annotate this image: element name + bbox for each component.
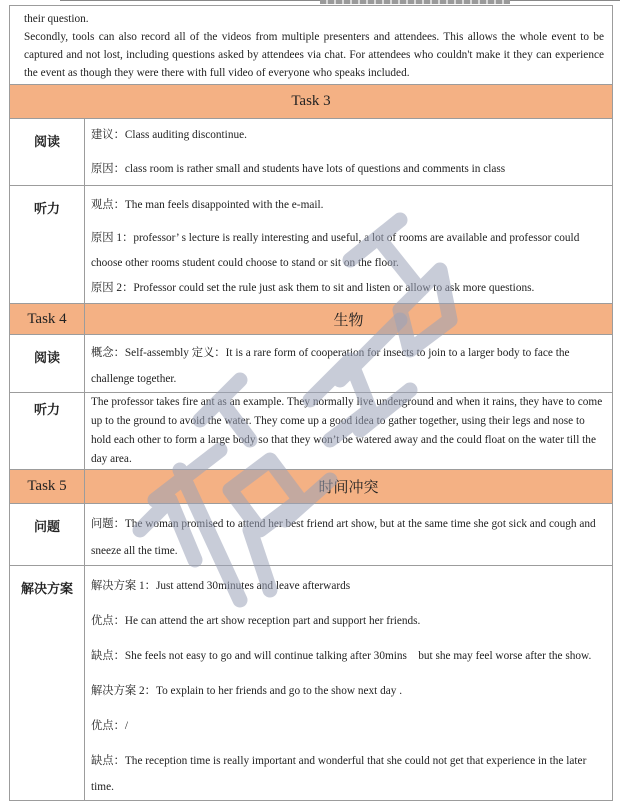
task5-solution-line-1: 解决方案 1：Just attend 30minutes and leave afterwards xyxy=(91,580,351,592)
task3-listening-row xyxy=(10,186,613,304)
task3-header: Task 3 xyxy=(10,85,613,119)
task4-reading-content xyxy=(85,335,613,393)
task3-reading-row xyxy=(10,119,613,186)
task3-listening-line-3: 原因 2：Professor could set the rule just ask them to sit and listen or allow to ask more questions. xyxy=(91,282,535,294)
task4-title: 生物 xyxy=(85,304,613,335)
task3-reading-line-2: 原因：class room is rather small and students have lots of questions and comments in class xyxy=(91,163,506,175)
intro-cell xyxy=(10,6,613,85)
task3-listening-label: 听力 xyxy=(10,186,85,304)
task4-listening-label: 听力 xyxy=(10,393,85,470)
task5-problem-content xyxy=(85,504,613,566)
task4-listening-row xyxy=(10,393,613,470)
task5-solution-label: 解决方案 xyxy=(10,566,85,801)
task5-solution-line-5: 优点：/ xyxy=(91,720,129,732)
task5-problem-line-1: 问题：The woman promised to attend her best friend art show, but at the same time she got sick and cough and sneeze all the time. xyxy=(91,518,596,557)
task5-solution-line-2: 优点：He can attend the art show reception part and support her friends. xyxy=(91,615,421,627)
task5-label: Task 5 xyxy=(10,470,85,504)
task3-listening-content xyxy=(85,186,613,304)
task3-listening-line-1: 观点：The man feels disappointed with the e-mail. xyxy=(91,199,324,211)
task3-reading-content xyxy=(85,119,613,186)
task5-solution-content xyxy=(85,566,613,801)
task5-problem-label: 问题 xyxy=(10,504,85,566)
task-table xyxy=(9,5,613,801)
intro-row xyxy=(10,6,613,85)
task5-solution-line-6: 缺点：The reception time is really important and wonderful that she could not get that experience in the later time. xyxy=(91,755,587,793)
task5-problem-row xyxy=(10,504,613,566)
task4-listening-content xyxy=(85,393,613,470)
task4-reading-line-1: 概念：Self-assembly 定义：It is a rare form of cooperation for insects to join to a larger body to face the challenge together. xyxy=(91,347,570,385)
task3-reading-label: 阅读 xyxy=(10,119,85,186)
task4-label: Task 4 xyxy=(10,304,85,335)
task5-solution-line-4: 解决方案 2：To explain to her friends and go to the show next day . xyxy=(91,685,403,697)
cut-off-heading xyxy=(320,0,510,4)
task3-listening-line-2: 原因 1：professor’ s lecture is really interesting and useful, a lot of rooms are available and professor could choose other rooms student could choose to stand or sit on the floor. xyxy=(91,232,580,269)
task4-header-row xyxy=(10,304,613,335)
intro-paragraph: Secondly, tools can also record all of the videos from multiple presenters and attendees. This allows the whole event to be captured and not lost, including questions asked by attendees via chat. For attendees who couldn't make it they can experience the event as though they were there with full video of everyone who speaks included. xyxy=(24,31,604,79)
task5-header-row xyxy=(10,470,613,504)
task5-title: 时间冲突 xyxy=(85,470,613,504)
task4-reading-row xyxy=(10,335,613,393)
task4-reading-label: 阅读 xyxy=(10,335,85,393)
task3-header-row xyxy=(10,85,613,119)
task5-solution-line-3: 缺点：She feels not easy to go and will continue talking after 30mins but she may feel worse after the show. xyxy=(91,650,592,662)
task4-listening-line-1: The professor takes fire ant as an example. They normally live underground and when it rains, they have to come up to the ground to avoid the water. They come up a good idea to gather together, using their legs and nose to hold each other to form a large body so that they won’t be watered away and the could float on the water till the day area. xyxy=(91,396,603,465)
task5-solution-row xyxy=(10,566,613,801)
intro-line-1: their question. xyxy=(24,13,89,25)
task3-reading-line-1: 建议：Class auditing discontinue. xyxy=(91,129,247,141)
